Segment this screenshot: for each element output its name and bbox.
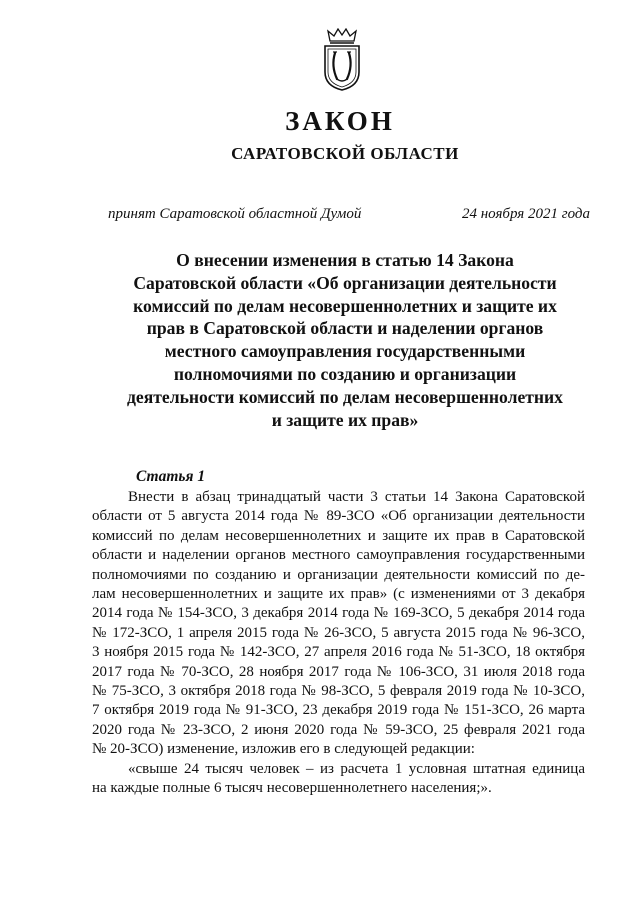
body-line: № 20-ЗСО) изменение, изложив его в следующей редакции: <box>92 741 475 758</box>
body-line: № 172-ЗСО, 1 апреля 2015 года № 26-ЗСО, 5 августа 2015 года № 96-ЗСО, <box>92 624 585 641</box>
heading-line: и защите их прав» <box>271 409 419 430</box>
heading-line: местного самоуправления государственными <box>164 341 526 362</box>
body-line: 2017 года № 70-ЗСО, 28 ноября 2017 года № 106-ЗСО, 31 июля 2018 года <box>92 663 585 680</box>
heading-line: Саратовской области «Об организации деятельности <box>133 272 557 293</box>
heading-line: деятельности комиссий по делам несовершеннолетних <box>127 386 563 407</box>
body-line: 2014 года № 154-ЗСО, 3 декабря 2014 года № 169-ЗСО, 5 декабря 2014 года <box>92 605 585 622</box>
article-label: Статья 1 <box>136 468 206 485</box>
law-title: ЗАКОН <box>285 106 395 136</box>
body-line: комиссий по делам несовершеннолетних и защите их прав в Саратовской <box>92 527 585 544</box>
heading-line: прав в Саратовской области и наделении органов <box>146 318 544 339</box>
quote-line: «свыше 24 тысяч человек – из расчета 1 условная штатная единица <box>128 760 585 777</box>
adopted-by-text: принят Саратовской областной Думой <box>108 206 362 222</box>
body-line: лам несовершеннолетних и защите их прав» (с изменениями от 3 декабря <box>92 586 585 603</box>
body-line: области от 5 августа 2014 года № 89-ЗСО «Об организации деятельности <box>92 508 585 525</box>
body-line: № 75-ЗСО, 3 октября 2018 года № 98-ЗСО, 5 февраля 2019 года № 10-ЗСО, <box>92 683 585 700</box>
saratov-region-coat-of-arms-icon <box>319 28 365 92</box>
body-line: полномочиями по созданию и организации деятельности комиссий по де- <box>92 566 585 583</box>
body-line: области и наделении органов местного самоуправления государственными <box>92 547 585 564</box>
adoption-date: 24 ноября 2021 года <box>461 206 590 222</box>
body-line: 2020 года № 23-ЗСО, 2 июня 2020 года № 59-ЗСО, 25 февраля 2021 года <box>92 721 585 738</box>
body-line: 3 ноября 2015 года № 142-ЗСО, 27 апреля 2016 года № 51-ЗСО, 18 октября <box>92 644 585 661</box>
heading-line: полномочиями по созданию и организации <box>173 363 517 384</box>
law-heading <box>95 249 595 431</box>
law-subtitle: САРАТОВСКОЙ ОБЛАСТИ <box>231 144 459 163</box>
body-line: Внести в абзац тринадцатый части 3 статьи 14 Закона Саратовской <box>128 489 585 505</box>
heading-line: О внесении изменения в статью 14 Закона <box>176 250 514 270</box>
quote-line: на каждые полные 6 тысяч несовершеннолетнего населения;». <box>92 780 492 797</box>
body-line: 7 октября 2019 года № 91-ЗСО, 23 декабря 2019 года № 151-ЗСО, 26 марта <box>92 702 585 719</box>
article-body <box>92 488 585 799</box>
heading-line: комиссий по делам несовершеннолетних и защите их <box>133 295 557 316</box>
